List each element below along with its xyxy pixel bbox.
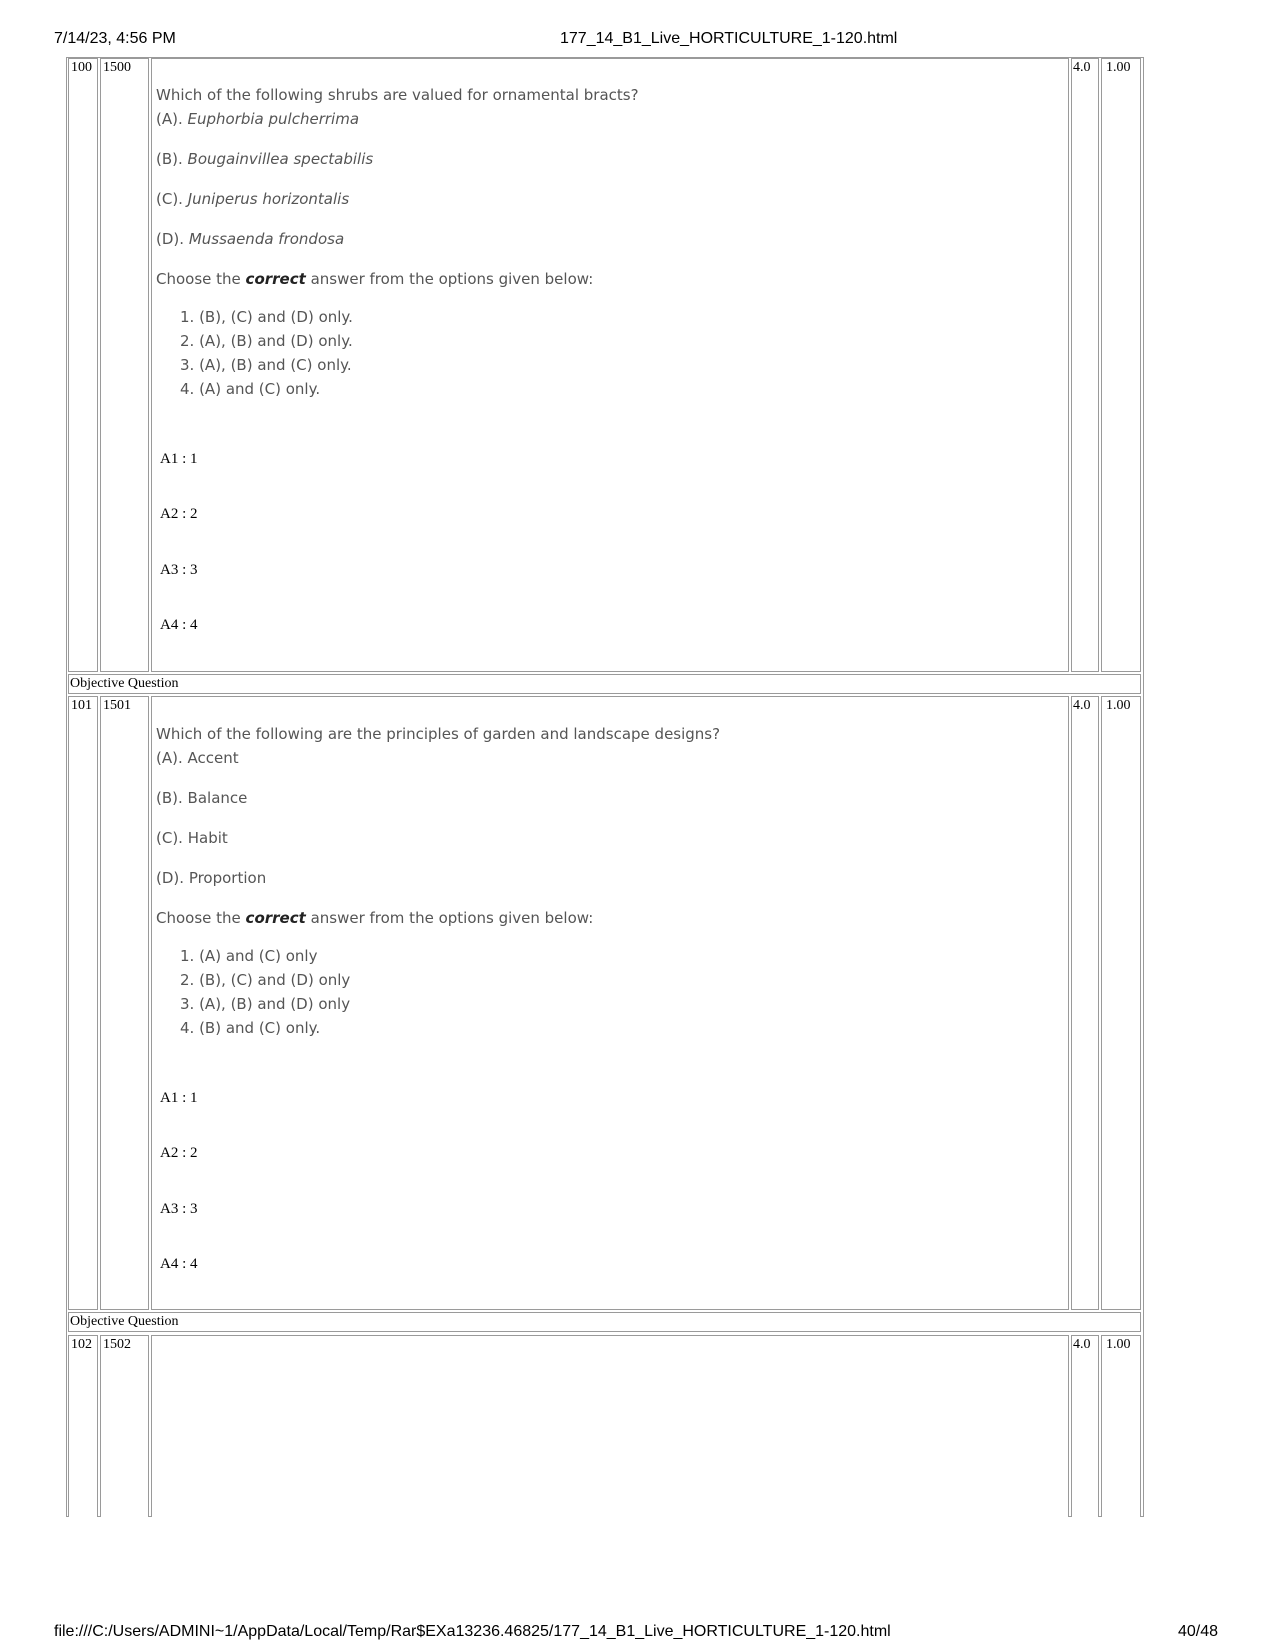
question-id-cell (100, 696, 149, 1310)
choice-item: 1. (B), (C) and (D) only. (180, 308, 353, 326)
section-label: Objective Question (70, 1314, 179, 1329)
serial-cell (68, 1335, 98, 1517)
statement-c: (C). Habit (156, 829, 228, 847)
negative-marks-cell (1101, 696, 1141, 1310)
serial-cell (68, 58, 98, 672)
instruction: Choose the correct answer from the options given below: (156, 909, 594, 927)
page-number: 40/48 (1178, 1623, 1219, 1640)
choice-item: 2. (B), (C) and (D) only (180, 971, 351, 989)
answer-option: A1 : 1 (160, 451, 198, 467)
statement-d: (D). Proportion (156, 869, 267, 887)
question-content (156, 722, 1036, 1040)
marks-cell (1071, 696, 1099, 1310)
answer-option: A4 : 4 (160, 617, 198, 633)
marks-value: 4.0 (1073, 60, 1091, 75)
choice-item: 3. (A), (B) and (D) only (180, 995, 351, 1013)
answer-option: A2 : 2 (160, 506, 198, 522)
document-title: 177_14_B1_Live_HORTICULTURE_1-120.html (560, 30, 898, 47)
statement-c: (C). Juniperus horizontalis (156, 190, 350, 208)
serial-cell (68, 696, 98, 1310)
negative-marks-value: 1.00 (1106, 60, 1131, 75)
answer-option: A3 : 3 (160, 562, 198, 578)
negative-marks-cell (1101, 1335, 1141, 1517)
section-label-cell (68, 674, 1141, 694)
choice-item: 3. (A), (B) and (C) only. (180, 356, 352, 374)
choice-item: 2. (A), (B) and (D) only. (180, 332, 353, 350)
choice-item: 4. (A) and (C) only. (180, 380, 321, 398)
choice-item: 4. (B) and (C) only. (180, 1019, 321, 1037)
question-text: Which of the following shrubs are valued for ornamental bracts? (156, 86, 639, 104)
negative-marks-value: 1.00 (1106, 698, 1131, 713)
marks-cell (1071, 1335, 1099, 1517)
print-datetime: 7/14/23, 4:56 PM (54, 30, 176, 47)
statement-a: (A). Euphorbia pulcherrima (156, 110, 360, 128)
question-body-cell (151, 1335, 1069, 1517)
statement-d: (D). Mussaenda frondosa (156, 230, 345, 248)
section-label-cell (68, 1312, 1141, 1332)
choice-list (180, 944, 1036, 1040)
negative-marks-cell (1101, 58, 1141, 672)
file-path: file:///C:/Users/ADMINI~1/AppData/Local/Temp/Rar$EXa13236.46825/177_14_B1_Live_HORTICULTURE_1-120.html (54, 1623, 891, 1640)
statement-b: (B). Balance (156, 789, 248, 807)
section-label: Objective Question (70, 676, 179, 691)
answer-option: A1 : 1 (160, 1090, 198, 1106)
marks-cell (1071, 58, 1099, 672)
negative-marks-value: 1.00 (1106, 1337, 1131, 1352)
choice-item: 1. (A) and (C) only (180, 947, 318, 965)
question-content (156, 83, 1036, 401)
answer-option: A2 : 2 (160, 1145, 198, 1161)
marks-value: 4.0 (1073, 1337, 1091, 1352)
question-id-cell (100, 1335, 149, 1517)
statement-b: (B). Bougainvillea spectabilis (156, 150, 374, 168)
question-text: Which of the following are the principles of garden and landscape designs? (156, 725, 721, 743)
question-id: 1502 (103, 1337, 131, 1352)
serial-number: 100 (71, 60, 92, 75)
answer-option: A4 : 4 (160, 1256, 198, 1272)
question-id-cell (100, 58, 149, 672)
marks-value: 4.0 (1073, 698, 1091, 713)
serial-number: 102 (71, 1337, 92, 1352)
question-id: 1500 (103, 60, 131, 75)
instruction: Choose the correct answer from the options given below: (156, 270, 594, 288)
answer-option: A3 : 3 (160, 1201, 198, 1217)
serial-number: 101 (71, 698, 92, 713)
statement-a: (A). Accent (156, 749, 239, 767)
choice-list (180, 305, 1036, 401)
question-id: 1501 (103, 698, 131, 713)
